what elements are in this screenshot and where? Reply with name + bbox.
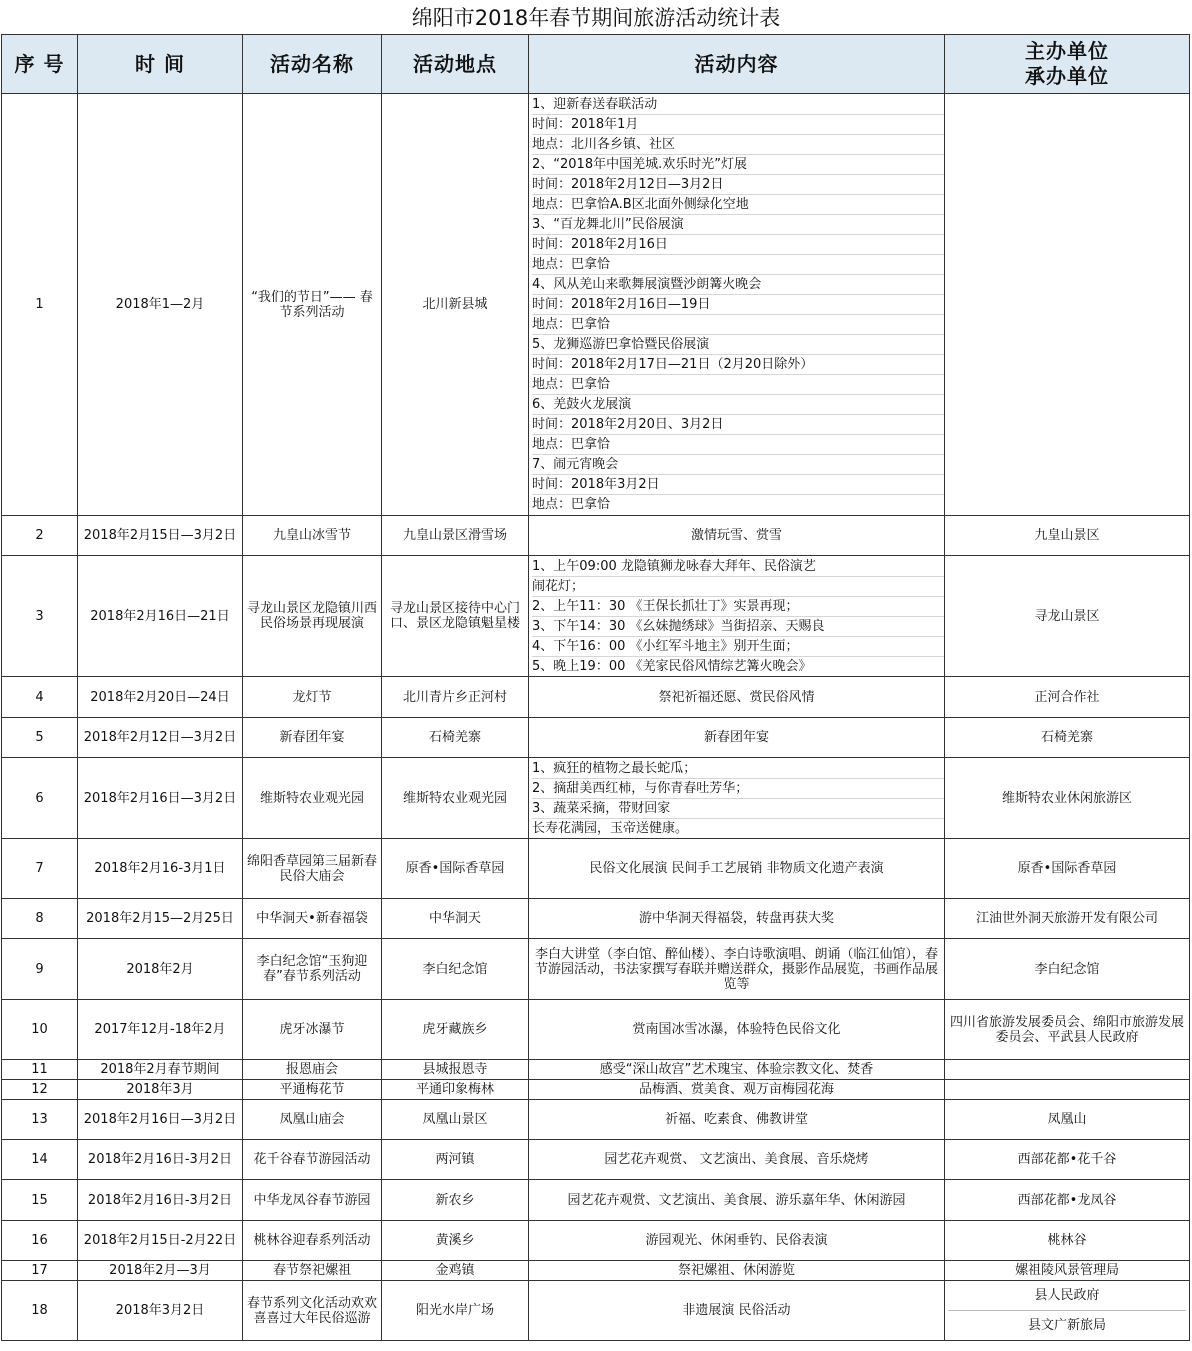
cell-time: 2018年2月16-3月1日	[78, 839, 243, 899]
content-line: 闹花灯；	[532, 577, 944, 597]
cell-activity-content: 非遗展演 民俗活动	[529, 1281, 945, 1341]
cell-activity-place: 维斯特农业观光园	[382, 758, 529, 839]
cell-activity-name: 寻龙山景区龙隐镇川西民俗场景再现展演	[243, 556, 382, 677]
content-line: 1、上午09:00 龙隐镇狮龙咏春大拜年、民俗演艺	[532, 557, 944, 577]
cell-activity-name: 龙灯节	[243, 677, 382, 718]
table-row	[2, 94, 1190, 516]
table-row	[2, 677, 1190, 718]
cell-activity-place: 阳光水岸广场	[382, 1281, 529, 1341]
cell-activity-name: 九皇山冰雪节	[243, 516, 382, 556]
cell-organizer	[945, 94, 1190, 516]
cell-activity-name: 桃林谷迎春系列活动	[243, 1221, 382, 1261]
content-line: 1、疯狂的植物之最长蛇瓜；	[532, 759, 944, 779]
cell-activity-place: 两河镇	[382, 1140, 529, 1180]
cell-activity-name: 春节系列文化活动欢欢喜喜过大年民俗巡游	[243, 1281, 382, 1341]
cell-time: 2018年2月15日—3月2日	[78, 516, 243, 556]
table-row	[2, 899, 1190, 939]
cell-time: 2018年2月16日—21日	[78, 556, 243, 677]
cell-seq: 8	[2, 899, 78, 939]
cell-activity-place: 石椅羌寨	[382, 718, 529, 758]
cell-organizer: 桃林谷	[945, 1221, 1190, 1261]
content-line: 4、下午16：00 《小红军斗地主》别开生面；	[532, 637, 944, 657]
cell-activity-content: 游园观光、休闲垂钓、民俗表演	[529, 1221, 945, 1261]
cell-activity-name: 维斯特农业观光园	[243, 758, 382, 839]
content-line: 地点：巴拿恰	[532, 375, 944, 395]
cell-organizer: 嫘祖陵风景管理局	[945, 1261, 1190, 1281]
cell-activity-place: 虎牙藏族乡	[382, 1000, 529, 1060]
content-line: 2、上午11：30 《王保长抓壮丁》实景再现；	[532, 597, 944, 617]
cell-time: 2018年2月20日—24日	[78, 677, 243, 718]
content-line: 3、“百龙舞北川”民俗展演	[532, 215, 944, 235]
header-organizer-line1: 主办单位	[1025, 39, 1109, 63]
cell-activity-content: 园艺花卉观赏、 文艺演出、美食展、音乐烧烤	[529, 1140, 945, 1180]
cell-organizer: 石椅羌寨	[945, 718, 1190, 758]
content-line: 7、闹元宵晚会	[532, 455, 944, 475]
cell-time: 2018年2月—3月	[78, 1261, 243, 1281]
cell-seq: 10	[2, 1000, 78, 1060]
content-line: 长寿花满园，玉帝送健康。	[532, 820, 689, 836]
content-line: 2、“2018年中国羌城.欢乐时光”灯展	[532, 155, 944, 175]
table-title: 绵阳市2018年春节期间旅游活动统计表	[411, 6, 781, 30]
cell-organizer	[945, 1060, 1190, 1080]
table-row	[2, 758, 1190, 839]
table-row	[2, 556, 1190, 677]
header-activity-content: 活动内容	[529, 35, 945, 94]
cell-seq: 16	[2, 1221, 78, 1261]
cell-organizer: 维斯特农业休闲旅游区	[945, 758, 1190, 839]
cell-activity-content: 感受“深山故宫”艺术瑰宝、体验宗教文化、焚香	[529, 1060, 945, 1080]
cell-activity-name: 春节祭祀嫘祖	[243, 1261, 382, 1281]
table-row	[2, 1100, 1190, 1140]
content-line: 5、晚上19：00 《羌家民俗风情综艺篝火晚会》	[532, 658, 812, 674]
cell-organizer: 江油世外洞天旅游开发有限公司	[945, 899, 1190, 939]
table-row	[2, 939, 1190, 1000]
cell-activity-content: 激情玩雪、赏雪	[529, 516, 945, 556]
cell-time: 2018年2月春节期间	[78, 1060, 243, 1080]
cell-activity-place: 原香•国际香草园	[382, 839, 529, 899]
cell-activity-place: 新农乡	[382, 1180, 529, 1221]
table-row	[2, 718, 1190, 758]
content-line: 6、羌鼓火龙展演	[532, 395, 944, 415]
cell-organizer: 西部花都•龙凤谷	[945, 1180, 1190, 1221]
cell-organizer: 寻龙山景区	[945, 556, 1190, 677]
cell-activity-content	[529, 556, 945, 677]
cell-activity-content: 民俗文化展演 民间手工艺展销 非物质文化遗产表演	[529, 839, 945, 899]
cell-organizer: 西部花都•花千谷	[945, 1140, 1190, 1180]
cell-seq: 3	[2, 556, 78, 677]
cell-seq: 7	[2, 839, 78, 899]
header-seq: 序 号	[2, 35, 78, 94]
table-row	[2, 839, 1190, 899]
cell-time: 2018年2月12日—3月2日	[78, 718, 243, 758]
cell-activity-place: 县城报恩寺	[382, 1060, 529, 1080]
cell-activity-name: 虎牙冰瀑节	[243, 1000, 382, 1060]
cell-activity-name: 凤凰山庙会	[243, 1100, 382, 1140]
cell-seq: 12	[2, 1080, 78, 1100]
cell-activity-place: 北川新县城	[382, 94, 529, 516]
cell-organizer: 原香•国际香草园	[945, 839, 1190, 899]
content-line: 5、龙狮巡游巴拿恰暨民俗展演	[532, 335, 944, 355]
cell-seq: 9	[2, 939, 78, 1000]
cell-time: 2018年2月	[78, 939, 243, 1000]
cell-seq: 1	[2, 94, 78, 516]
cell-organizer: 凤凰山	[945, 1100, 1190, 1140]
cell-organizer: 正河合作社	[945, 677, 1190, 718]
content-line: 1、迎新春送春联活动	[532, 95, 944, 115]
header-time: 时 间	[78, 35, 243, 94]
cell-activity-content	[529, 94, 945, 516]
cell-activity-place: 寻龙山景区接待中心门口、景区龙隐镇魁星楼	[382, 556, 529, 677]
content-line: 地点：巴拿恰	[532, 315, 944, 335]
cell-activity-content	[529, 758, 945, 839]
content-line: 4、风从羌山来歌舞展演暨沙朗篝火晚会	[532, 275, 944, 295]
cell-activity-content: 新春团年宴	[529, 718, 945, 758]
cell-activity-content: 祭祀祈福还愿、赏民俗风情	[529, 677, 945, 718]
table-row	[2, 1221, 1190, 1261]
cell-activity-content: 品梅酒、赏美食、观万亩梅园花海	[529, 1080, 945, 1100]
content-line: 时间：2018年2月17日—21日（2月20日除外）	[532, 355, 944, 375]
cell-activity-place: 九皇山景区滑雪场	[382, 516, 529, 556]
cell-activity-place: 中华洞天	[382, 899, 529, 939]
activity-table	[1, 34, 1190, 1341]
cell-activity-name: 中华龙凤谷春节游园	[243, 1180, 382, 1221]
cell-seq: 13	[2, 1100, 78, 1140]
header-activity-name: 活动名称	[243, 35, 382, 94]
cell-seq: 2	[2, 516, 78, 556]
table-row	[2, 1281, 1190, 1341]
table-row	[2, 1060, 1190, 1080]
cell-activity-place: 北川青片乡正河村	[382, 677, 529, 718]
content-line: 地点：北川各乡镇、社区	[532, 135, 944, 155]
content-line: 时间：2018年2月16日—19日	[532, 295, 944, 315]
content-line: 3、下午14：30 《幺妹抛绣球》当街招亲、天赐良	[532, 617, 944, 637]
cell-seq: 5	[2, 718, 78, 758]
content-line: 时间：2018年2月12日—3月2日	[532, 175, 944, 195]
cell-time: 2018年1—2月	[78, 94, 243, 516]
cell-activity-name: 新春团年宴	[243, 718, 382, 758]
cell-activity-name: 绵阳香草园第三届新春民俗大庙会	[243, 839, 382, 899]
cell-seq: 15	[2, 1180, 78, 1221]
content-line: 地点：巴拿恰	[532, 497, 611, 512]
cell-activity-content: 赏南国冰雪冰瀑，体验特色民俗文化	[529, 1000, 945, 1060]
cell-seq: 11	[2, 1060, 78, 1080]
cell-activity-name: 平通梅花节	[243, 1080, 382, 1100]
table-row	[2, 1000, 1190, 1060]
header-organizer	[945, 35, 1190, 94]
header-row	[2, 35, 1190, 94]
cell-activity-place: 黄溪乡	[382, 1221, 529, 1261]
cell-time: 2018年2月16日—3月2日	[78, 1100, 243, 1140]
content-line: 时间：2018年3月2日	[532, 475, 944, 495]
table-row	[2, 516, 1190, 556]
organizer-line: 县人民政府	[1034, 1288, 1100, 1303]
header-organizer-line2: 承办单位	[1025, 64, 1109, 88]
cell-activity-name: “我们的节日”—— 春节系列活动	[243, 94, 382, 516]
content-line: 时间：2018年2月20日、3月2日	[532, 415, 944, 435]
cell-seq: 18	[2, 1281, 78, 1341]
cell-activity-name: 中华洞天•新春福袋	[243, 899, 382, 939]
cell-activity-place: 金鸡镇	[382, 1261, 529, 1281]
cell-activity-name: 报恩庙会	[243, 1060, 382, 1080]
cell-activity-place: 平通印象梅林	[382, 1080, 529, 1100]
cell-activity-content: 园艺花卉观赏、文艺演出、美食展、游乐嘉年华、休闲游园	[529, 1180, 945, 1221]
cell-activity-content: 祈福、吃素食、佛教讲堂	[529, 1100, 945, 1140]
content-line: 3、蔬菜采摘，带财回家	[532, 799, 944, 819]
table-row	[2, 1261, 1190, 1281]
cell-activity-content: 游中华洞天得福袋，转盘再获大奖	[529, 899, 945, 939]
cell-organizer	[945, 1080, 1190, 1100]
table-row	[2, 1080, 1190, 1100]
cell-time: 2018年2月16日-3月2日	[78, 1140, 243, 1180]
cell-time: 2018年3月2日	[78, 1281, 243, 1341]
table-row	[2, 1140, 1190, 1180]
table-row	[2, 1180, 1190, 1221]
content-line: 地点：巴拿恰A.B区北面外侧绿化空地	[532, 195, 944, 215]
cell-activity-name: 花千谷春节游园活动	[243, 1140, 382, 1180]
cell-activity-place: 凤凰山景区	[382, 1100, 529, 1140]
cell-time: 2018年2月16日—3月2日	[78, 758, 243, 839]
cell-time: 2018年3月	[78, 1080, 243, 1100]
cell-organizer: 李白纪念馆	[945, 939, 1190, 1000]
cell-time: 2017年12月-18年2月	[78, 1000, 243, 1060]
cell-time: 2018年2月16日-3月2日	[78, 1180, 243, 1221]
header-activity-place: 活动地点	[382, 35, 529, 94]
organizer-line: 县文广新旅局	[948, 1310, 1186, 1340]
cell-seq: 4	[2, 677, 78, 718]
cell-time: 2018年2月15—2月25日	[78, 899, 243, 939]
cell-seq: 6	[2, 758, 78, 839]
cell-organizer: 九皇山景区	[945, 516, 1190, 556]
cell-activity-place: 李白纪念馆	[382, 939, 529, 1000]
cell-organizer: 四川省旅游发展委员会、绵阳市旅游发展委员会、平武县人民政府	[945, 1000, 1190, 1060]
cell-activity-content: 祭祀嫘祖、休闲游览	[529, 1261, 945, 1281]
content-line: 2、摘甜美西红柿，与你青春吐芳华；	[532, 779, 944, 799]
cell-activity-content: 李白大讲堂（李白馆、醉仙楼）、李白诗歌演唱、朗诵（临江仙馆），春节游园活动，书法家撰写春联并赠送群众，摄影作品展览，书画作品展览等	[529, 939, 945, 1000]
cell-seq: 17	[2, 1261, 78, 1281]
content-line: 时间：2018年2月16日	[532, 235, 944, 255]
cell-activity-name: 李白纪念馆“玉狗迎春”春节系列活动	[243, 939, 382, 1000]
cell-seq: 14	[2, 1140, 78, 1180]
cell-organizer	[945, 1281, 1190, 1341]
content-line: 地点：巴拿恰	[532, 435, 944, 455]
content-line: 地点：巴拿恰	[532, 255, 944, 275]
content-line: 时间：2018年1月	[532, 115, 944, 135]
cell-time: 2018年2月15日-2月22日	[78, 1221, 243, 1261]
